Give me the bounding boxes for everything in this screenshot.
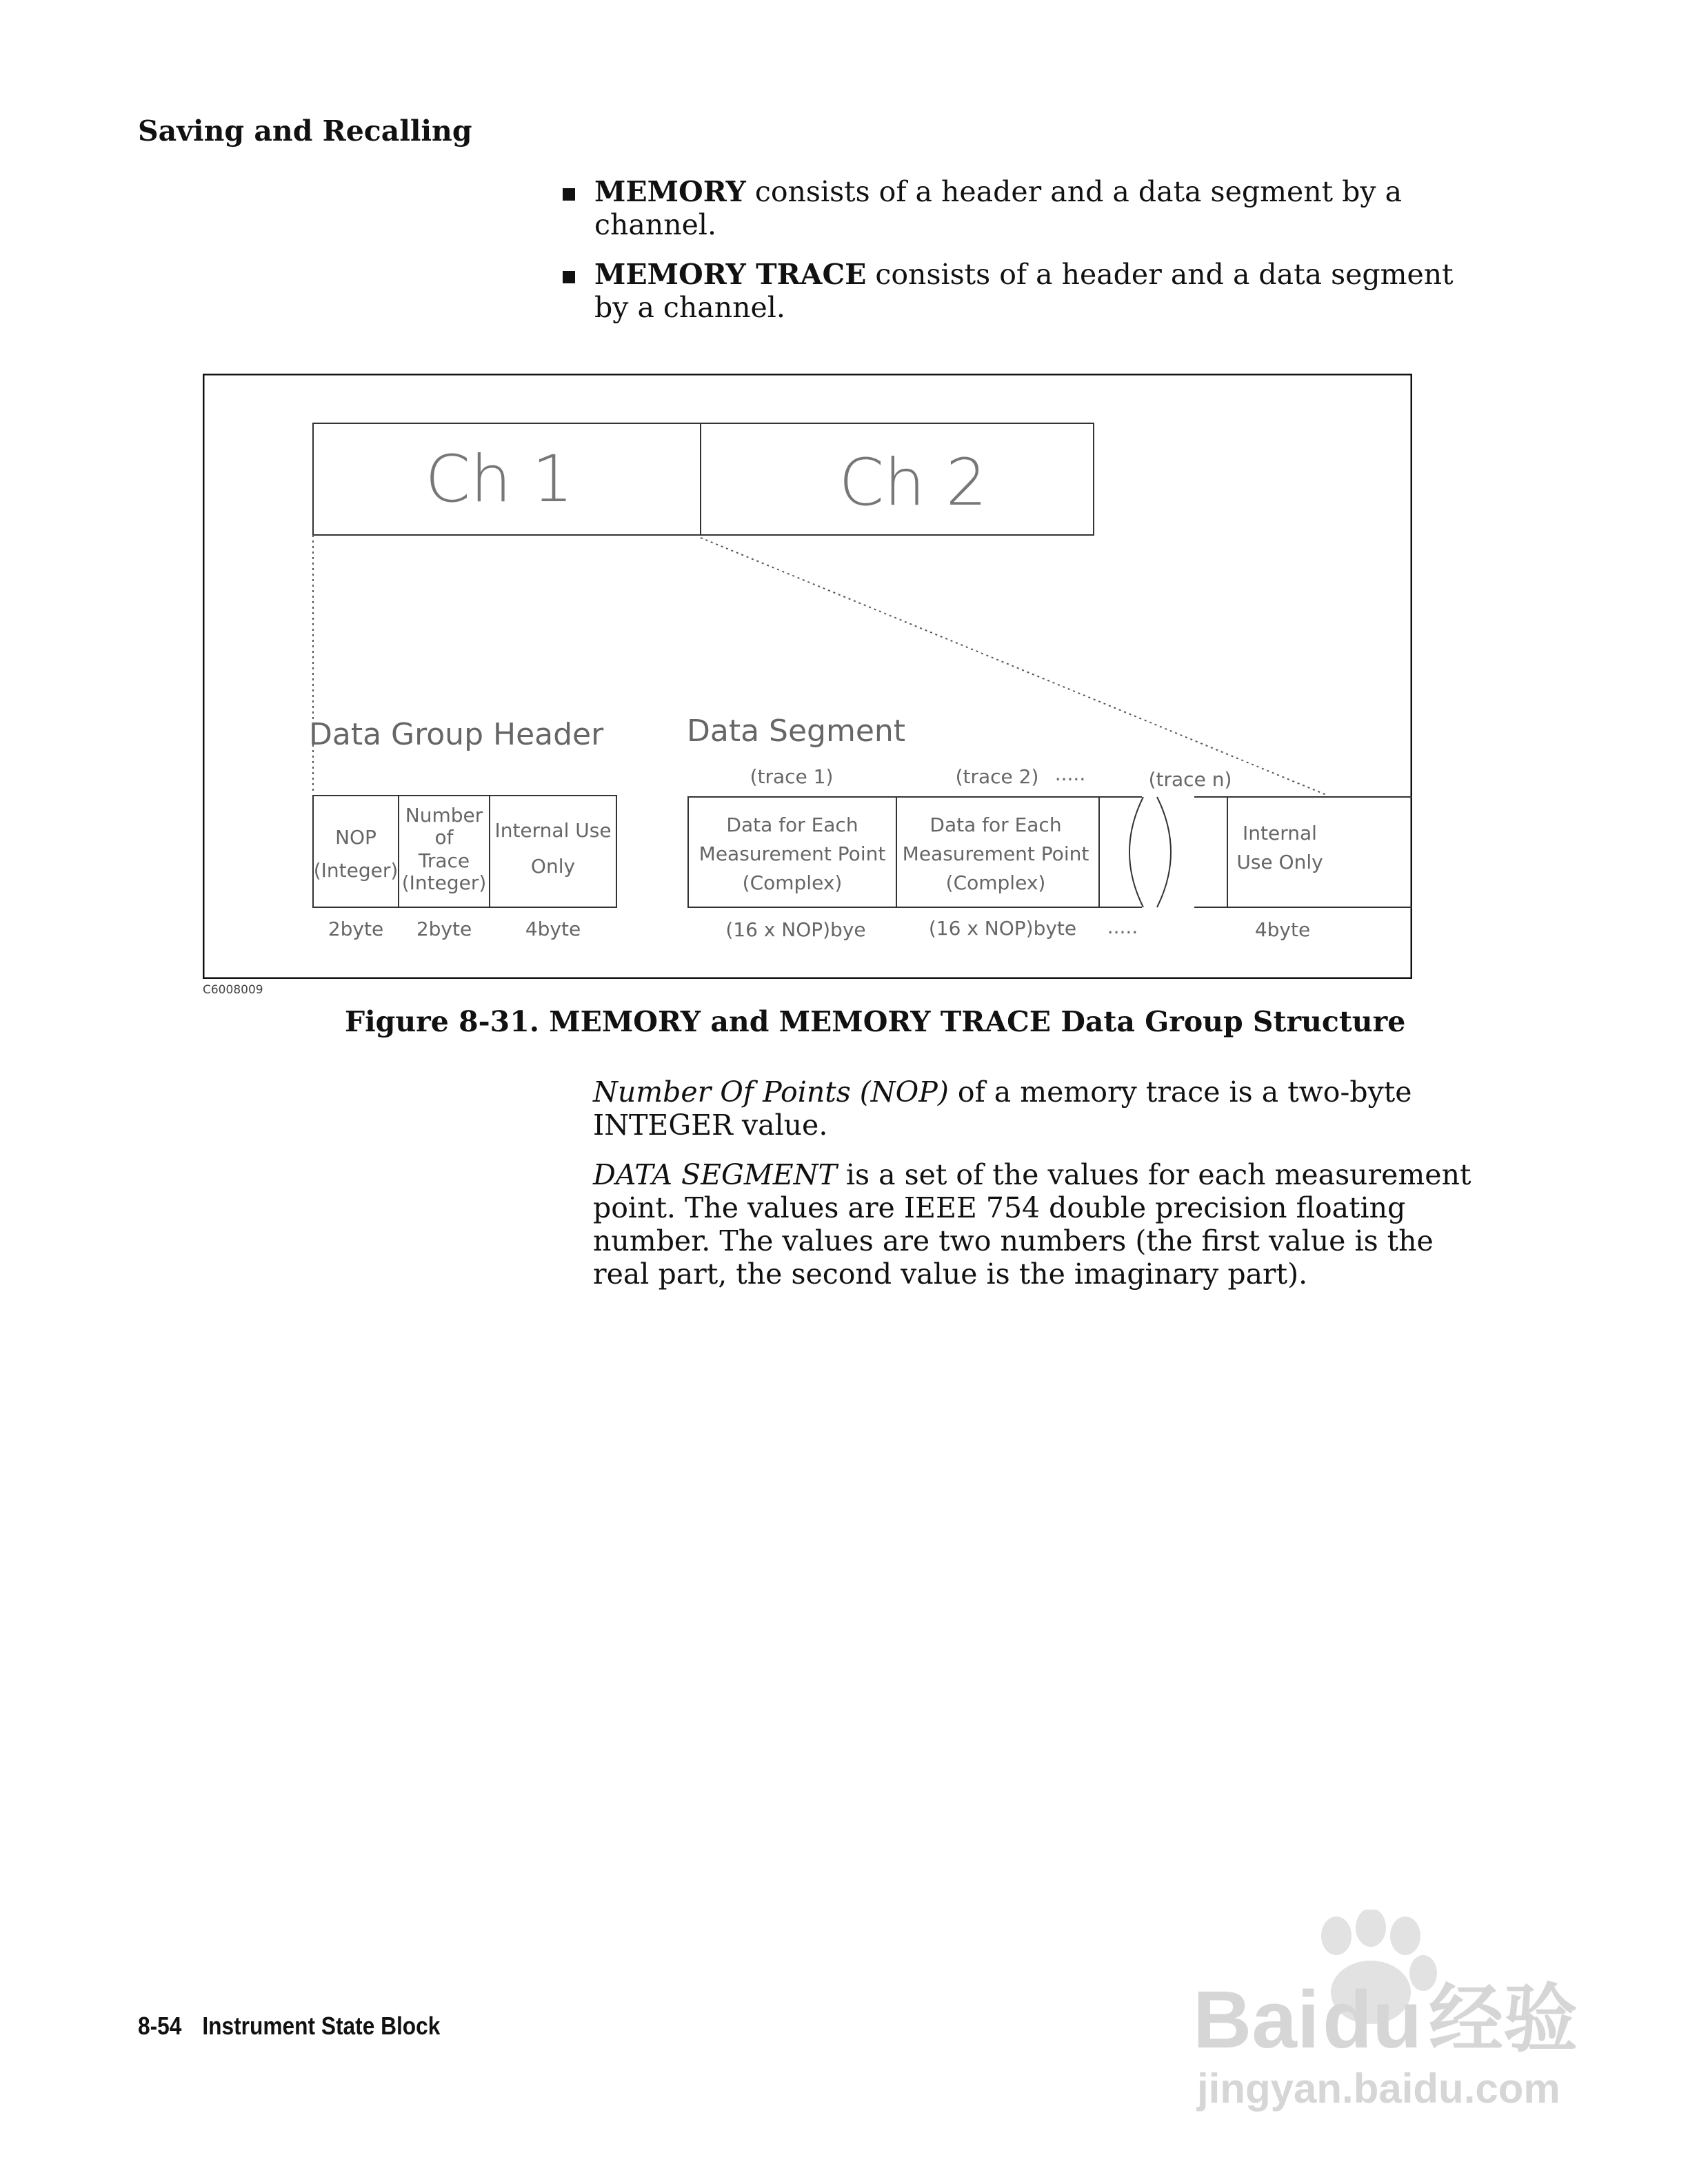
segment-size-label: 4byte	[1254, 918, 1311, 941]
baidu-watermark	[1186, 1910, 1600, 2116]
figure-caption: Figure 8-31. MEMORY and MEMORY TRACE Data Group Structure	[345, 1005, 1406, 1038]
trace-label: (trace n)	[1148, 768, 1232, 791]
break-mark	[1129, 797, 1143, 907]
segment-field-line: (Complex)	[945, 871, 1046, 894]
segment-field-line: (Complex)	[742, 871, 843, 894]
header-field-line: Number	[405, 804, 483, 827]
segment-size-label: (16 x NOP)bye	[725, 918, 866, 941]
header-size-label: 2byte	[328, 918, 384, 940]
trace-label: (trace 1)	[750, 765, 834, 788]
figure-diagram	[203, 374, 1412, 979]
diagram-svg	[203, 374, 1412, 979]
watermark-brand-right: du	[1323, 1974, 1423, 2065]
paragraph-term: DATA SEGMENT	[593, 1158, 837, 1191]
segment-size-label: (16 x NOP)byte	[928, 917, 1077, 940]
page-footer	[138, 2012, 440, 2041]
segment-field-line: Measurement Point	[699, 842, 886, 865]
header-field-line: Internal Use	[494, 819, 612, 842]
page-number: 8-54	[138, 2012, 182, 2040]
header-size-label: 2byte	[416, 918, 472, 940]
header-field-line: of	[434, 826, 454, 849]
trace-dots: .....	[1054, 762, 1086, 785]
header-size-label: 4byte	[525, 918, 581, 940]
header-title: Data Group Header	[309, 717, 604, 752]
watermark-url: jingyan.baidu.com	[1197, 2065, 1560, 2112]
header-field-line: NOP	[335, 826, 376, 849]
header-field-line: (Integer)	[401, 871, 487, 894]
watermark-brand-left: Bai	[1193, 1974, 1320, 2065]
figure-code: C6008009	[203, 983, 263, 997]
bullet-text: consists of a header and a data segment by a channel.	[594, 258, 1454, 324]
trace-label: (trace 2)	[955, 765, 1039, 788]
bullet-square-icon	[563, 271, 575, 283]
section-title: Saving and Recalling	[138, 114, 472, 148]
segment-title: Data Segment	[687, 714, 906, 749]
bullet-keyword: MEMORY TRACE	[594, 258, 867, 291]
size-dots: .....	[1107, 916, 1138, 938]
watermark-cn: 经验	[1429, 1977, 1578, 2061]
bullet-square-icon	[563, 188, 575, 201]
segment-field-line: Internal	[1243, 822, 1317, 845]
watermark-svg	[1186, 1910, 1600, 2116]
header-field-line: (Integer)	[313, 859, 399, 882]
segment-field-line: Measurement Point	[902, 842, 1089, 865]
segment-field-line: Use Only	[1236, 851, 1323, 873]
footer-title: Instrument State Block	[202, 2012, 441, 2040]
channel-2-label: Ch 2	[838, 445, 987, 520]
bullet-keyword: MEMORY	[594, 175, 746, 208]
header-field-line: Only	[530, 855, 576, 878]
bullet-list	[563, 175, 1480, 341]
segment-field-line: Data for Each	[930, 813, 1062, 836]
channel-1-label: Ch 1	[425, 442, 574, 517]
paragraph-data-segment	[593, 1158, 1489, 1291]
segment-field-line: Data for Each	[726, 813, 858, 836]
bullet-text: consists of a header and a data segment by a channel.	[594, 175, 1403, 241]
paragraph-text: of a memory trace is a two-byte INTEGER value.	[593, 1075, 1412, 1142]
paragraph-nop	[593, 1075, 1489, 1142]
paragraph-term: Number Of Points (NOP)	[593, 1075, 949, 1109]
bullet-item-memory-trace	[563, 258, 1480, 324]
bullet-item-memory	[563, 175, 1480, 241]
header-field-line: Trace	[418, 849, 470, 872]
connector-dotted	[701, 538, 1328, 796]
paragraph-text: is a set of the values for each measurement point. The values are IEEE 754 double precision floating number. The values are two numbers (the first value is the real part, the second value is the imaginary part).	[593, 1158, 1471, 1291]
